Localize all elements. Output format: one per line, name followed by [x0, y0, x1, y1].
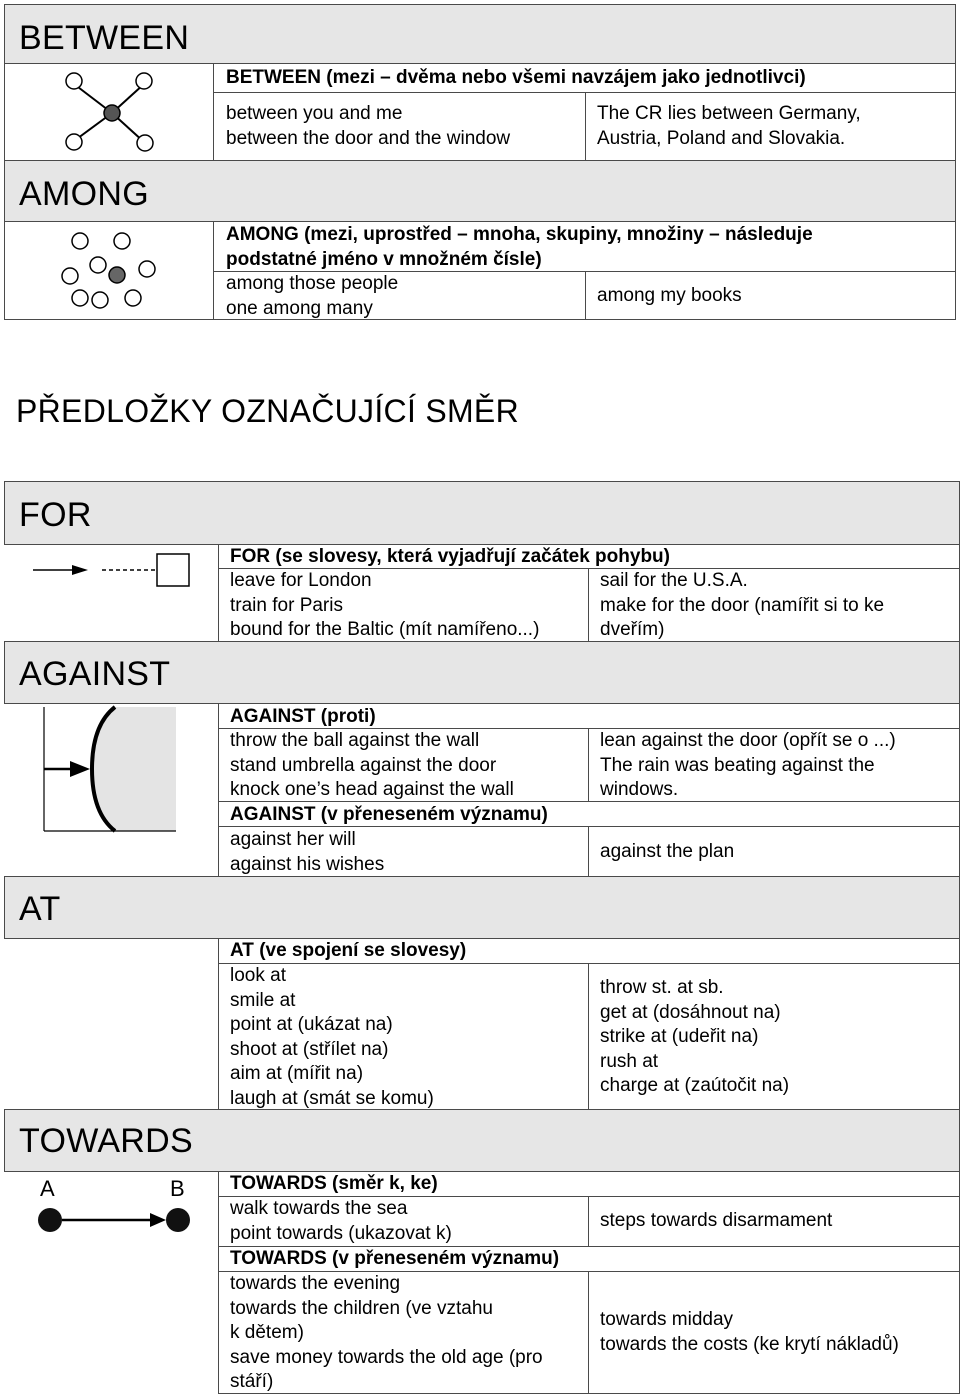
between-title: BETWEEN: [19, 19, 190, 57]
for-header: [4, 481, 960, 545]
towards-right-cell: [588, 1196, 960, 1247]
towards-example: steps towards disarmament: [600, 1210, 833, 1231]
against-heading-cell: [218, 703, 960, 729]
towards-example: towards midday: [600, 1309, 734, 1330]
towards-label-a: A: [40, 1176, 55, 1201]
at-example: point at (ukázat na): [230, 1014, 393, 1035]
between-left-cell: [213, 92, 586, 161]
against-wall-arrow-icon: [40, 703, 180, 835]
against-right-cell: [588, 728, 960, 802]
for-arrow-icon: [30, 550, 195, 592]
at-header: [4, 876, 960, 939]
against-right2-cell: [588, 826, 960, 877]
at-right-cell: [588, 963, 960, 1110]
for-title: FOR: [19, 496, 92, 534]
among-heading-cell: [213, 221, 956, 272]
for-example: bound for the Baltic (mít namířeno...): [230, 619, 540, 640]
towards-example: towards the evening: [230, 1273, 401, 1294]
among-title: AMONG: [19, 175, 149, 213]
against-example: against the plan: [600, 841, 735, 862]
for-example: dveřím): [600, 619, 665, 640]
at-example: throw st. at sb.: [600, 977, 724, 998]
against-example: knock one’s head against the wall: [230, 779, 514, 800]
among-example: one among many: [226, 297, 373, 319]
against-example: against her will: [230, 829, 356, 850]
among-heading: podstatné jméno v množném čísle): [226, 248, 542, 270]
against-example: The rain was beating against the: [600, 754, 875, 776]
against-left2-cell: [218, 826, 589, 877]
between-diagram-icon: [55, 66, 165, 158]
against-heading: AGAINST (proti): [230, 706, 376, 727]
at-heading: AT (ve spojení se slovesy): [230, 940, 467, 961]
against-header: [4, 641, 960, 704]
at-example: look at: [230, 965, 286, 986]
towards-example: k dětem): [230, 1322, 304, 1343]
towards-heading-figurative: TOWARDS (v přeneseném významu): [230, 1248, 560, 1269]
between-example: between you and me: [226, 103, 403, 124]
towards-header: [4, 1109, 960, 1172]
towards-left-cell: [218, 1196, 589, 1247]
between-heading-cell: [213, 63, 956, 93]
towards-heading: TOWARDS (směr k, ke): [230, 1173, 438, 1194]
towards-example: stáří): [230, 1371, 274, 1392]
for-right-cell: [588, 568, 960, 642]
among-right-cell: [585, 271, 956, 320]
towards-example: towards the costs (ke krytí nákladů): [600, 1333, 899, 1355]
at-example: shoot at (střílet na): [230, 1038, 389, 1060]
towards-label-b: B: [170, 1176, 185, 1201]
at-example: aim at (mířit na): [230, 1063, 364, 1084]
between-heading: BETWEEN (mezi – dvěma nebo všemi navzájem jako jednotlivci): [226, 67, 806, 88]
among-left-cell: [213, 271, 586, 320]
section-title: PŘEDLOŽKY OZNAČUJÍCÍ SMĚR: [16, 393, 519, 429]
towards-example: point towards (ukazovat k): [230, 1222, 452, 1244]
towards-title: TOWARDS: [19, 1122, 193, 1160]
among-diagram-icon: [55, 228, 165, 316]
among-header: [4, 160, 956, 222]
against-example: lean against the door (opřít se o ...): [600, 730, 896, 751]
among-example: among my books: [597, 285, 742, 306]
towards-right2-cell: [588, 1271, 960, 1394]
among-heading: AMONG (mezi, uprostřed – mnoha, skupiny, množiny – následuje: [226, 224, 813, 245]
between-right-cell: [585, 92, 956, 161]
at-left-cell: [218, 963, 589, 1110]
at-example: get at (dosáhnout na): [600, 1001, 781, 1023]
for-example: make for the door (namířit si to ke: [600, 594, 885, 616]
towards-example: towards the children (ve vztahu: [230, 1297, 493, 1319]
at-example: strike at (udeřit na): [600, 1026, 759, 1047]
towards-example: walk towards the sea: [230, 1198, 408, 1219]
against-example: against his wishes: [230, 853, 385, 875]
against-example: stand umbrella against the door: [230, 754, 497, 776]
against-heading2-cell: [218, 801, 960, 827]
for-heading: FOR (se slovesy, která vyjadřují začátek pohybu): [230, 546, 670, 567]
at-example: rush at: [600, 1050, 659, 1072]
at-heading-cell: [218, 938, 960, 964]
towards-left2-cell: [218, 1271, 589, 1394]
towards-arrow-icon: [30, 1202, 200, 1238]
at-example: smile at: [230, 989, 296, 1011]
among-example: among those people: [226, 273, 399, 294]
against-example: throw the ball against the wall: [230, 730, 480, 751]
between-example: between the door and the window: [226, 127, 511, 149]
at-example: laugh at (smát se komu): [230, 1087, 434, 1109]
against-heading-figurative: AGAINST (v přeneseném významu): [230, 804, 548, 825]
for-left-cell: [218, 568, 589, 642]
towards-heading2-cell: [218, 1246, 960, 1272]
between-header: [4, 4, 956, 64]
towards-heading-cell: [218, 1171, 960, 1197]
between-example: The CR lies between Germany,: [597, 103, 861, 124]
for-example: sail for the U.S.A.: [600, 570, 748, 591]
for-example: leave for London: [230, 570, 372, 591]
for-heading-cell: [218, 544, 960, 569]
against-left-cell: [218, 728, 589, 802]
at-title: AT: [19, 890, 61, 928]
at-example: charge at (zaútočit na): [600, 1075, 790, 1096]
between-example: Austria, Poland and Slovakia.: [597, 127, 846, 149]
towards-example: save money towards the old age (pro: [230, 1346, 543, 1368]
against-example: windows.: [600, 779, 679, 800]
against-title: AGAINST: [19, 655, 171, 693]
for-example: train for Paris: [230, 594, 343, 616]
